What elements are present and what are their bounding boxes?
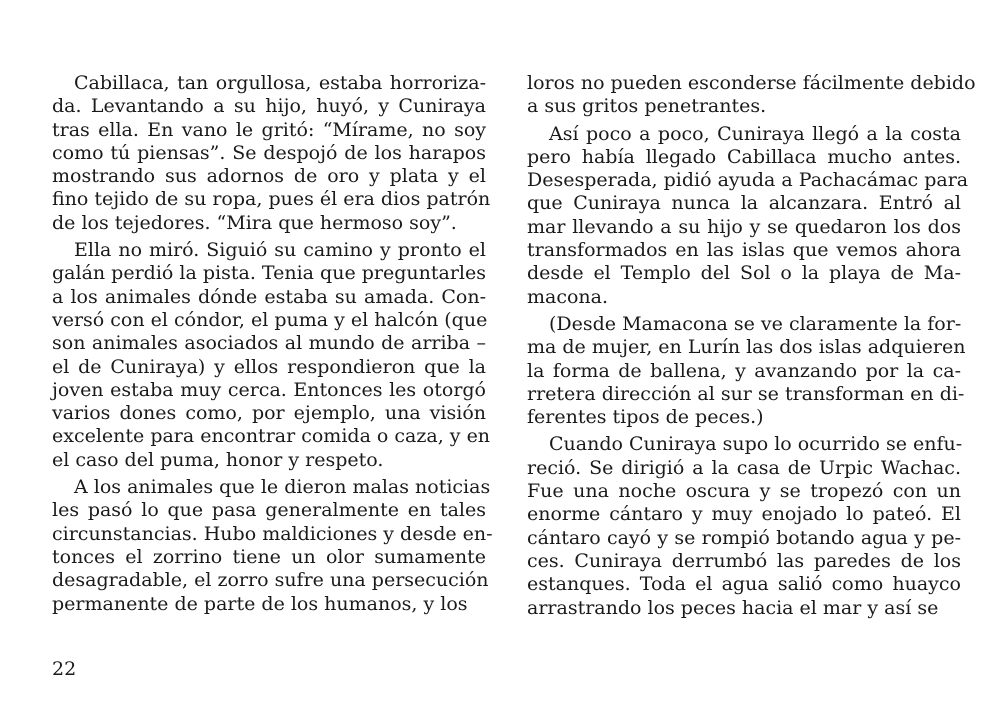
text-line: excelente para encontrar comida o caza, y en — [52, 425, 491, 448]
text-line: Así poco a poco, Cuniraya llegó a la costa — [549, 122, 961, 145]
text-line: fino tejido de su ropa, pues él era dios patrón — [52, 188, 491, 211]
text-line: joven estaba muy cerca. Entonces les otorgó — [52, 378, 486, 401]
text-line: a sus gritos penetrantes. — [527, 95, 767, 118]
text-line: pero había llegado Cabillaca mucho antes. — [527, 145, 961, 168]
paragraph — [527, 72, 976, 119]
text-line: Ella no miró. Siguió su camino y pronto el — [74, 239, 486, 262]
text-line: mostrando sus adornos de oro y plata y el — [52, 165, 486, 188]
text-line: Cabillaca, tan orgullosa, estaba horroriza- — [74, 72, 486, 94]
text-line: cántaro cayó y se rompió botando agua y pe- — [527, 526, 961, 549]
text-line: el caso del puma, honor y respeto. — [52, 448, 384, 471]
text-line: el de Cuniraya) y ellos respondieron que la — [52, 355, 486, 378]
text-line: Desesperada, pidió ayuda a Pachacámac para — [527, 169, 969, 192]
text-line: la forma de ballena, y avanzando por la ca- — [527, 359, 961, 382]
text-line: macona. — [527, 285, 609, 308]
text-line: varios dones como, por ejemplo, una visión — [52, 402, 486, 425]
paragraph — [52, 239, 491, 472]
text-line: versó con el cóndor, el puma y el halcón (que — [52, 308, 488, 331]
paragraph — [527, 433, 961, 619]
text-line: galán perdió la pista. Tenia que preguntarles — [52, 262, 486, 285]
text-line: enorme cántaro y muy enojado lo pateó. El — [527, 503, 961, 526]
text-line: reció. Se dirigió a la casa de Urpic Wachac. — [527, 456, 961, 479]
text-line: transformados en las islas que vemos ahora — [527, 239, 961, 262]
left-column — [52, 72, 493, 620]
page-number: 22 — [52, 658, 77, 680]
paragraph — [52, 72, 491, 235]
text-line: permanente de parte de los humanos, y los — [52, 592, 468, 615]
paragraph — [527, 122, 969, 309]
text-line: estanques. Toda el agua salió como huayco — [527, 573, 961, 596]
text-line: da. Levantando a su hijo, huyó, y Cuniraya — [52, 95, 486, 118]
text-line: circunstancias. Hubo maldiciones y desde en- — [52, 522, 493, 545]
text-line: les pasó lo que pasa generalmente en tales — [52, 499, 486, 522]
text-line: como tú piensas”. Se despojó de los harapos — [52, 141, 486, 164]
text-line: de los tejedores. “Mira que hermoso soy”. — [52, 211, 457, 234]
paragraph — [527, 312, 966, 429]
text-line: ces. Cuniraya derrumbó las paredes de los — [527, 549, 961, 572]
text-line: A los animales que le dieron malas noticias — [74, 476, 491, 499]
text-line: son animales asociados al mundo de arriba – — [52, 332, 486, 355]
text-line: Cuando Cuniraya supo lo ocurrido se enfu- — [549, 433, 963, 456]
text-line: Fue una noche oscura y se tropezó con un — [527, 480, 961, 503]
text-line: tonces el zorrino tiene un olor sumamente — [52, 545, 486, 568]
text-line: arrastrando los peces hacia el mar y así se — [527, 596, 939, 619]
text-line: tras ella. En vano le gritó: “Mírame, no soy — [52, 118, 486, 141]
text-line: que Cuniraya nunca la alcanzara. Entró al — [527, 192, 961, 215]
text-line: ma de mujer, en Lurín las dos islas adquieren — [527, 336, 966, 359]
text-line: loros no pueden esconderse fácilmente debido — [527, 72, 976, 94]
paragraph — [52, 476, 493, 616]
right-column — [527, 72, 976, 624]
text-line: (Desde Mamacona se ve claramente la for- — [549, 312, 962, 335]
text-line: mar llevando a su hijo y se quedaron los dos — [527, 215, 961, 238]
text-line: a los animales dónde estaba su amada. Con- — [52, 285, 486, 308]
text-line: rretera dirección al sur se transforman en di- — [527, 382, 965, 405]
text-line: ferentes tipos de peces.) — [527, 406, 764, 429]
text-line: desagradable, el zorro sufre una persecución — [52, 569, 489, 592]
text-line: desde el Templo del Sol o la playa de Ma- — [527, 262, 961, 285]
